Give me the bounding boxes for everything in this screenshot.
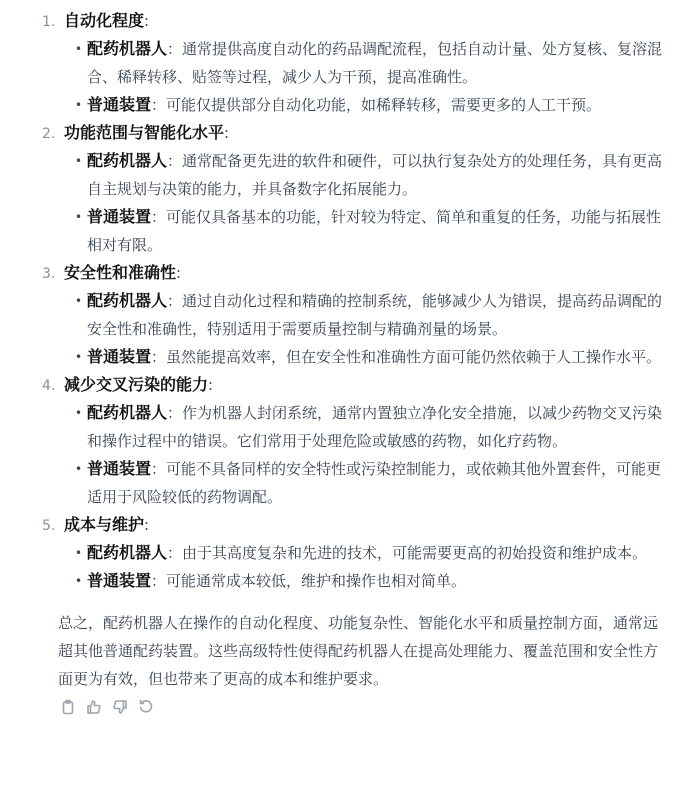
list-item	[75, 91, 672, 119]
bullet-list	[42, 399, 680, 511]
list-item	[75, 455, 672, 511]
bullet-text: 作为机器人封闭系统，通常内置独立净化安全措施，以减少药物交叉污染和操作过程中的错误。它们常用于处理危险或敏感的药物，如化疗药物。	[87, 404, 663, 450]
bullet-separator: ：	[167, 544, 183, 562]
bullet-icon: •	[75, 350, 83, 364]
bullet-icon: •	[75, 42, 83, 56]
regenerate-button[interactable]	[138, 699, 154, 715]
bullet-separator: ：	[151, 348, 167, 366]
bullet-text: 通常配备更先进的软件和硬件，可以执行复杂处方的处理任务，具有更高自主规划与决策的能力，并具备数字化拓展能力。	[87, 152, 663, 198]
bullet-label: 配药机器人	[87, 151, 168, 170]
section-colon: :	[176, 264, 182, 282]
bullet-label: 普通装置	[87, 347, 152, 366]
section-cost-maintenance	[42, 511, 680, 595]
list-number: 2.	[42, 126, 56, 142]
bullet-icon: •	[75, 154, 83, 168]
message-actions	[60, 697, 680, 717]
bullet-separator: ：	[151, 572, 167, 590]
bullet-label: 配药机器人	[87, 39, 168, 58]
section-colon: :	[144, 516, 150, 534]
bullet-icon: •	[75, 98, 83, 112]
bullet-separator: ：	[151, 460, 167, 478]
section-heading	[42, 7, 680, 35]
list-number: 4.	[42, 378, 56, 394]
bullet-icon: •	[75, 210, 83, 224]
bullet-text: 可能通常成本较低，维护和操作也相对简单。	[166, 572, 467, 590]
bullet-text: 可能仅具备基本的功能，针对较为特定、简单和重复的任务，功能与拓展性相对有限。	[87, 208, 662, 254]
bullet-text: 由于其高度复杂和先进的技术，可能需要更高的初始投资和维护成本。	[182, 544, 648, 562]
bullet-label: 普通装置	[87, 459, 152, 478]
section-colon: :	[208, 376, 214, 394]
bullet-icon: •	[75, 406, 83, 420]
bullet-label: 配药机器人	[87, 543, 168, 562]
list-item	[75, 287, 672, 343]
list-item	[75, 539, 672, 567]
refresh-icon	[138, 699, 154, 715]
bullet-icon: •	[75, 574, 83, 588]
bullet-separator: ：	[151, 208, 167, 226]
section-heading	[42, 371, 680, 399]
section-colon: :	[144, 12, 150, 30]
thumbs-up-icon	[86, 699, 102, 715]
copy-button[interactable]	[60, 699, 76, 715]
bullet-label: 普通装置	[87, 207, 152, 226]
clipboard-icon	[60, 699, 76, 715]
bullet-separator: ：	[167, 292, 183, 310]
section-heading	[42, 511, 680, 539]
bullet-separator: ：	[151, 96, 167, 114]
bullet-label: 普通装置	[87, 571, 152, 590]
section-heading	[42, 259, 680, 287]
list-item	[75, 35, 672, 91]
section-title: 减少交叉污染的能力	[64, 375, 209, 394]
bullet-separator: ：	[167, 404, 183, 422]
bullet-icon: •	[75, 294, 83, 308]
section-title: 成本与维护	[64, 515, 145, 534]
section-title: 功能范围与智能化水平	[64, 123, 225, 142]
section-heading	[42, 119, 680, 147]
section-safety-accuracy	[42, 259, 680, 371]
list-item	[75, 399, 672, 455]
bullet-label: 普通装置	[87, 95, 152, 114]
bullet-list	[42, 287, 680, 371]
bullet-icon: •	[75, 462, 83, 476]
section-cross-contamination	[42, 371, 680, 511]
thumbs-down-icon	[112, 699, 128, 715]
list-item	[75, 203, 672, 259]
list-number: 3.	[42, 266, 56, 282]
bullet-text: 通常提供高度自动化的药品调配流程，包括自动计量、处方复核、复溶混合、稀释转移、贴签等过程，减少人为干预，提高准确性。	[87, 40, 663, 86]
comparison-list	[42, 7, 680, 595]
section-title: 自动化程度	[64, 11, 145, 30]
list-item	[75, 147, 672, 203]
bullet-text: 可能仅提供部分自动化功能，如稀释转移，需要更多的人工干预。	[166, 96, 602, 114]
section-colon: :	[224, 124, 230, 142]
list-item	[75, 343, 672, 371]
bullet-icon: •	[75, 546, 83, 560]
section-title: 安全性和准确性	[64, 263, 177, 282]
summary-paragraph: 总之，配药机器人在操作的自动化程度、功能复杂性、智能化水平和质量控制方面，通常远超其他普通配药装置。这些高级特性使得配药机器人在提高处理能力、覆盖范围和安全性方面更为有效，但也带来了更高的成本和维护要求。	[58, 614, 659, 688]
section-function-scope	[42, 119, 680, 259]
bullet-list	[42, 35, 680, 119]
bullet-label: 配药机器人	[87, 291, 168, 310]
list-number: 1.	[42, 14, 56, 30]
list-item	[75, 567, 672, 595]
bullet-text: 可能不具备同样的安全特性或污染控制能力，或依赖其他外置套件，可能更适用于风险较低的药物调配。	[87, 460, 662, 506]
bullet-list	[42, 539, 680, 595]
bullet-separator: ：	[167, 40, 183, 58]
thumbs-up-button[interactable]	[86, 699, 102, 715]
bullet-text: 通过自动化过程和精确的控制系统，能够减少人为错误，提高药品调配的安全性和准确性，特别适用于需要质量控制与精确剂量的场景。	[87, 292, 663, 338]
bullet-text: 虽然能提高效率，但在安全性和准确性方面可能仍然依赖于人工操作水平。	[166, 348, 662, 366]
bullet-label: 配药机器人	[87, 403, 168, 422]
section-automation	[42, 7, 680, 119]
list-number: 5.	[42, 518, 56, 534]
thumbs-down-button[interactable]	[112, 699, 128, 715]
bullet-separator: ：	[167, 152, 183, 170]
bullet-list	[42, 147, 680, 259]
